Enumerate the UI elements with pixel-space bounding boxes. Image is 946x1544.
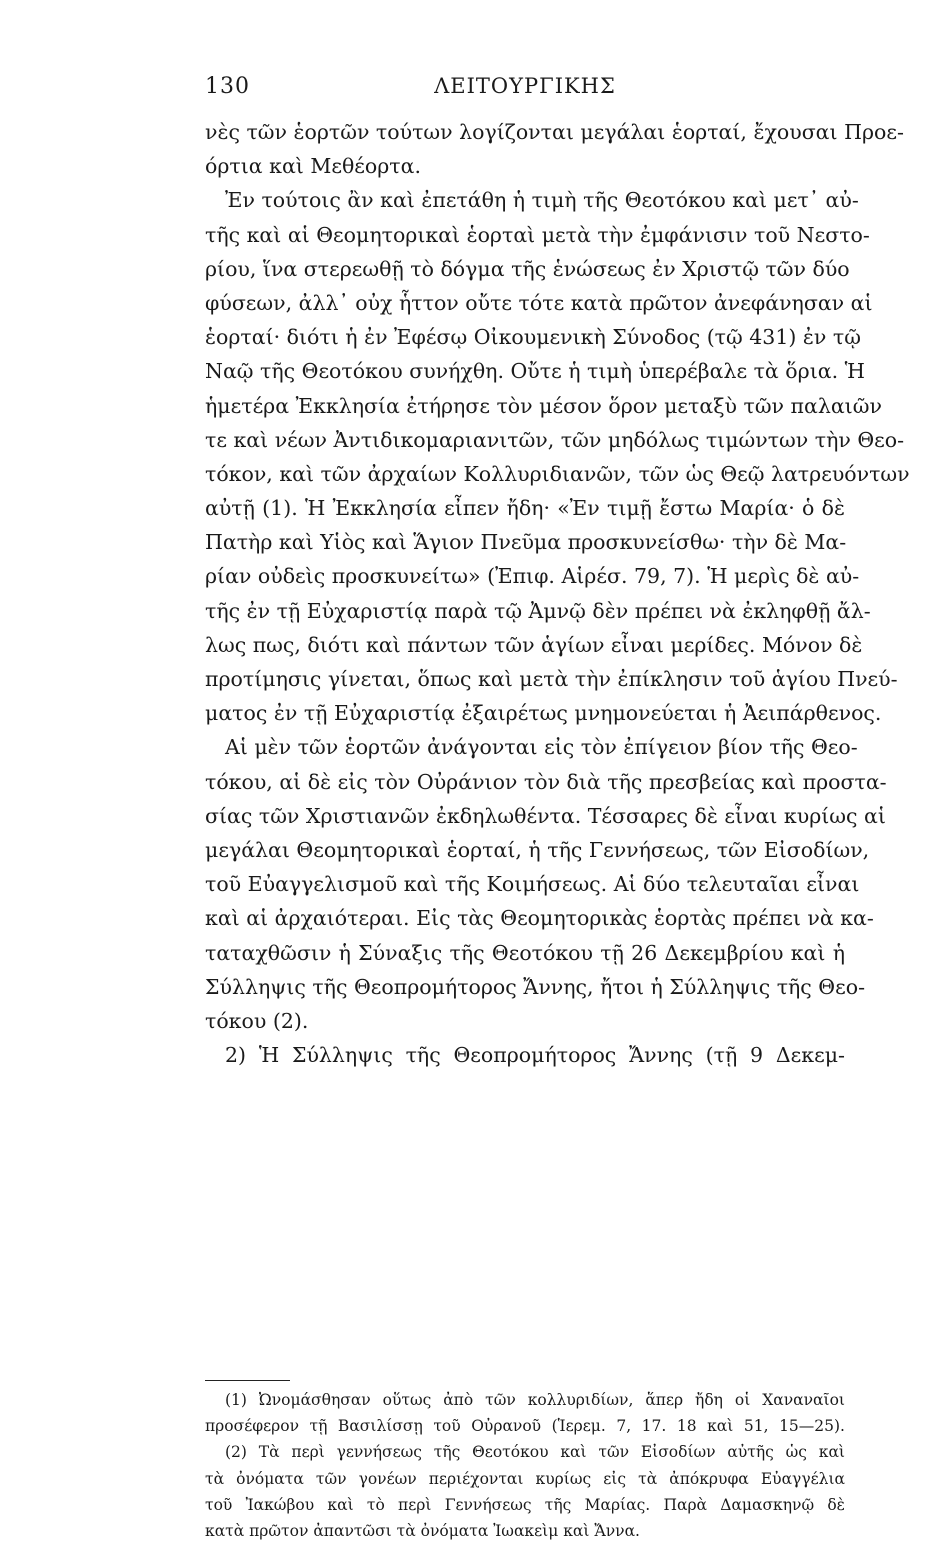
text-line: ἑορταί· διότι ἡ ἐν Ἐφέσῳ Οἰκουμενικὴ Σύνοδος (τῷ 431) ἐν τῷ <box>205 325 861 350</box>
text-line: προτίμησις γίνεται, ὅπως καὶ μετὰ τὴν ἐπίκλησιν τοῦ ἁγίου Πνεύ- <box>205 667 898 691</box>
main-text <box>205 115 910 1072</box>
text-line: Ἐν τούτοις ἂν καὶ ἐπετάθη ἡ τιμὴ τῆς Θεοτόκου καὶ μετ᾿ αὐ- <box>225 188 859 213</box>
running-title: ΛΕΙΤΟΥΡΓΙΚΗΣ <box>434 74 616 98</box>
footnote-line: προσέφερον τῇ Βασιλίσσῃ τοῦ Οὐρανοῦ (Ἱερεμ. 7, 17. 18 καὶ 51, 15—25). <box>205 1417 845 1436</box>
footnote-line: κατὰ πρῶτον ἀπαντῶσι τὰ ὀνόματα Ἰωακεὶμ καὶ Ἄννα. <box>205 1521 640 1540</box>
footnote-line: τὰ ὀνόματα τῶν γονέων περιέχονται κυρίως εἰς τὰ ἀπόκρυφα Εὐαγγέλια <box>205 1469 845 1488</box>
footnote-line: τοῦ Ἰακώβου καὶ τὸ περὶ Γεννήσεως τῆς Μαρίας. Παρὰ Δαμασκηνῷ δὲ <box>205 1495 845 1514</box>
text-line: λως πως, διότι καὶ πάντων τῶν ἁγίων εἶναι μερίδες. Μόνον δὲ <box>205 632 863 657</box>
footnotes <box>205 1387 845 1544</box>
text-line: όρτια καὶ Μεθέορτα. <box>205 154 422 179</box>
text-line: ἡμετέρα Ἐκκλησία ἐτήρησε τὸν μέσον ὅρον μεταξὺ τῶν παλαιῶν <box>205 393 882 418</box>
page-number: 130 <box>205 74 250 99</box>
text-line: ματος ἐν τῇ Εὐχαριστίᾳ ἐξαιρέτως μνημονεύεται ἡ Ἀειπάρθενος. <box>205 701 882 726</box>
page-header <box>205 74 845 102</box>
text-line: ταταχθῶσιν ἡ Σύναξις τῆς Θεοτόκου τῇ 26 Δεκεμβρίου καὶ ἡ <box>205 940 845 965</box>
text-line: τόκου (2). <box>205 1008 309 1033</box>
text-line: τοῦ Εὐαγγελισμοῦ καὶ τῆς Κοιμήσεως. Αἱ δύο τελευταῖαι εἶναι <box>205 872 860 897</box>
text-line: τε καὶ νέων Ἀντιδικομαριανιτῶν, τῶν μηδόλως τιμώντων τὴν Θεο- <box>205 427 905 452</box>
text-line: μεγάλαι Θεομητορικαὶ ἑορταί, ἡ τῆς Γεννήσεως, τῶν Εἰσοδίων, <box>205 837 870 862</box>
text-line: καὶ αἱ ἀρχαιότεραι. Εἰς τὰς Θεομητορικὰς ἑορτὰς πρέπει νὰ κα- <box>205 906 874 931</box>
footnote-line: (2) Τὰ περὶ γεννήσεως τῆς Θεοτόκου καὶ τῶν Εἰσοδίων αὐτῆς ὡς καὶ <box>225 1443 845 1462</box>
text-line: ρίου, ἵνα στερεωθῇ τὸ δόγμα τῆς ἑνώσεως ἐν Χριστῷ τῶν δύο <box>205 256 850 281</box>
text-line: τῆς ἐν τῇ Εὐχαριστίᾳ παρὰ τῷ Ἀμνῷ δὲν πρέπει νὰ ἐκληφθῇ ἄλ- <box>205 598 871 623</box>
text-line: τόκου, αἱ δὲ εἰς τὸν Οὐράνιον τὸν διὰ τῆς πρεσβείας καὶ προστα- <box>205 769 887 794</box>
footnote-line: (1) Ὠνομάσθησαν οὕτως ἀπὸ τῶν κολλυριδίων, ἅπερ ἤδη οἱ Χαναναῖοι <box>225 1391 845 1409</box>
text-line: αὐτῇ (1). Ἡ Ἐκκλησία εἶπεν ἤδη· «Ἐν τιμῇ ἔστω Μαρία· ὁ δὲ <box>205 496 845 521</box>
text-line: Ναῷ τῆς Θεοτόκου συνήχθη. Οὔτε ἡ τιμὴ ὑπερέβαλε τὰ ὅρια. Ἡ <box>205 359 865 384</box>
text-line: Αἱ μὲν τῶν ἑορτῶν ἀνάγονται εἰς τὸν ἐπίγειον βίον τῆς Θεο- <box>225 735 858 760</box>
text-line: Σύλληψις τῆς Θεοπρομήτορος Ἄννης, ἤτοι ἡ Σύλληψις τῆς Θεο- <box>205 974 866 999</box>
text-line: φύσεων, ἀλλ᾿ οὐχ ἧττον οὔτε τότε κατὰ πρῶτον ἀνεφάνησαν αἱ <box>205 290 873 315</box>
text-line: νὲς τῶν ἑορτῶν τούτων λογίζονται μεγάλαι ἑορταί, ἔχουσαι Προε- <box>205 120 904 144</box>
text-line: ρίαν οὐδεὶς προσκυνείτω» (Ἐπιφ. Αἱρέσ. 79, 7). Ἡ μερὶς δὲ αὐ- <box>205 564 860 589</box>
text-line: Πατὴρ καὶ Υἱὸς καὶ Ἅγιον Πνεῦμα προσκυνείσθω· τὴν δὲ Μα- <box>205 530 847 555</box>
text-line: τόκον, καὶ τῶν ἀρχαίων Κολλυριδιανῶν, τῶν ὡς Θεῷ λατρευόντων <box>205 461 910 486</box>
text-line: σίας τῶν Χριστιανῶν ἐκδηλωθέντα. Τέσσαρες δὲ εἶναι κυρίως αἱ <box>205 803 886 828</box>
footnote-rule <box>205 1380 290 1381</box>
text-line: τῆς καὶ αἱ Θεομητορικαὶ ἑορταὶ μετὰ τὴν ἐμφάνισιν τοῦ Νεστο- <box>205 222 870 247</box>
text-line: 2) Ἡ Σύλληψις τῆς Θεοπρομήτορος Ἄννης (τῇ 9 Δεκεμ- <box>225 1043 845 1068</box>
